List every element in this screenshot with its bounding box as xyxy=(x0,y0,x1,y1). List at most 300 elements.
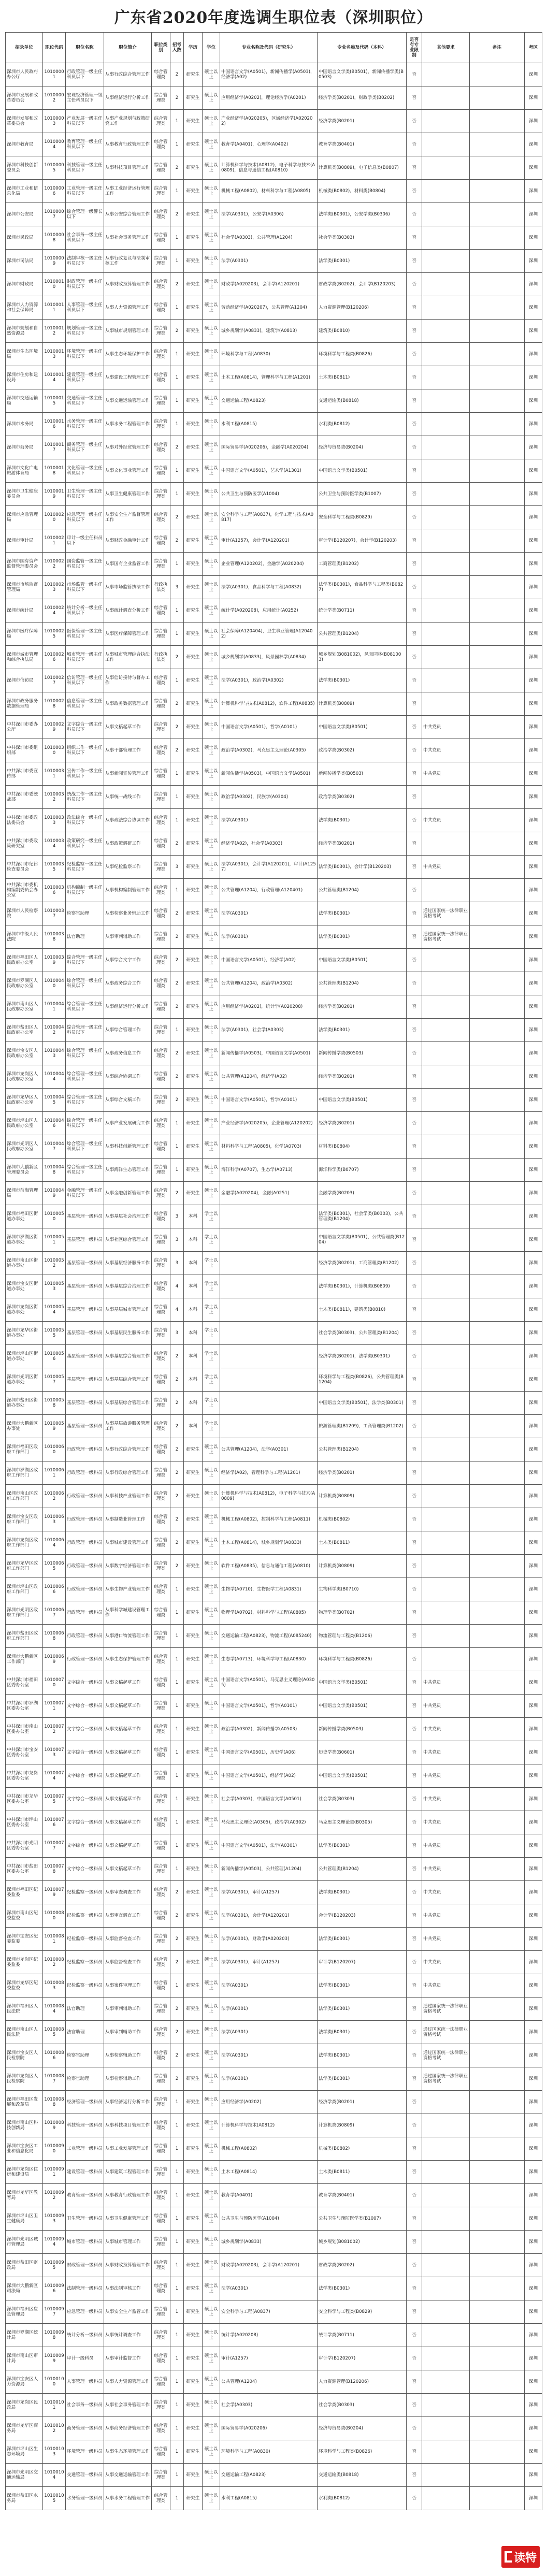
table-cell: 法学(A0301) xyxy=(220,2067,318,2091)
table-cell: 1 xyxy=(170,180,184,203)
table-cell xyxy=(422,1368,470,1392)
table-cell: 硕士以上 xyxy=(203,2324,220,2347)
table-cell: 法官助理 xyxy=(66,925,104,949)
table-cell: 中共党员 xyxy=(422,1811,470,1834)
table-cell: 深圳 xyxy=(525,1998,542,2021)
table-cell: 行政管理一级科员 xyxy=(66,1508,104,1531)
table-cell: 10100050 xyxy=(43,1205,66,1228)
table-cell: 综合管理类 xyxy=(152,320,170,343)
table-cell: 10100100 xyxy=(43,2370,66,2394)
table-cell: 否 xyxy=(407,2207,422,2231)
table-cell: 研究生 xyxy=(184,1485,203,1508)
table-cell: 政法综合一级主任科员以下 xyxy=(66,809,104,832)
table-cell: 基层管理一级科员 xyxy=(66,1205,104,1228)
table-row xyxy=(6,1461,542,1485)
table-cell: 教育管理一级主任科员以下 xyxy=(66,133,104,156)
table-cell: 硕士以上 xyxy=(203,459,220,483)
table-cell xyxy=(422,506,470,529)
table-cell: 经济与贸易类(B0204) xyxy=(318,2417,407,2440)
table-cell: 硕士以上 xyxy=(203,2091,220,2114)
table-cell: 文字综合一级科员 xyxy=(66,1834,104,1858)
table-cell xyxy=(422,879,470,902)
table-row xyxy=(6,902,542,925)
table-cell: 2 xyxy=(170,949,184,972)
table-cell: 综合管理类 xyxy=(152,2184,170,2207)
table-cell: 综合管理类 xyxy=(152,1671,170,1695)
table-cell xyxy=(470,506,525,529)
table-cell: 深圳 xyxy=(525,436,542,459)
table-cell xyxy=(470,2067,525,2091)
table-cell: 综合管理类 xyxy=(152,949,170,972)
table-cell: 研究生 xyxy=(184,1578,203,1601)
table-cell: 从事文稿起草工作 xyxy=(104,1811,152,1834)
table-cell: 公共管理类(B1204) xyxy=(318,1858,407,1881)
table-cell: 行政管理一级科员 xyxy=(66,1625,104,1648)
table-cell: 否 xyxy=(407,343,422,366)
table-cell: 文化管理一级主任科员以下 xyxy=(66,459,104,483)
table-cell: 2 xyxy=(170,692,184,716)
table-cell: 2 xyxy=(170,2044,184,2067)
table-cell: 否 xyxy=(407,576,422,599)
table-cell: 10100046 xyxy=(43,1112,66,1135)
table-cell: 从事案件审理工作 xyxy=(104,1974,152,1998)
table-cell: 硕士以上 xyxy=(203,925,220,949)
table-cell: 否 xyxy=(407,1764,422,1788)
table-cell: 从事文稿起草工作 xyxy=(104,1695,152,1718)
table-cell: 从事统计调查工作 xyxy=(104,2324,152,2347)
table-cell: 法学类(B0301)，会计学(B120203) xyxy=(318,856,407,879)
table-cell: 深圳 xyxy=(525,1228,542,1252)
table-cell xyxy=(422,1531,470,1555)
table-cell: 水利工程(A0815) xyxy=(220,2487,318,2510)
table-row xyxy=(6,273,542,296)
table-cell xyxy=(470,1951,525,1974)
table-cell: 金融学类(B0203) xyxy=(318,1182,407,1205)
table-cell xyxy=(422,2254,470,2277)
table-cell: 综合管理类 xyxy=(152,180,170,203)
table-cell: 从事基层综合管理工作 xyxy=(104,1368,152,1392)
table-cell: 学士以上 xyxy=(203,1275,220,1298)
table-cell: 研究生 xyxy=(184,273,203,296)
table-cell: 中国语言文学类(B0501) xyxy=(318,1695,407,1718)
table-row xyxy=(6,2394,542,2417)
table-cell: 深圳 xyxy=(525,1555,542,1578)
table-cell: 10100081 xyxy=(43,1928,66,1951)
table-cell: 中共党员 xyxy=(422,1904,470,1928)
table-cell: 学士以上 xyxy=(203,1415,220,1438)
table-cell: 深圳市教育局 xyxy=(6,133,43,156)
table-cell: 法学类(B0301) xyxy=(318,809,407,832)
table-cell: 深圳市南山区街道办事处 xyxy=(6,1252,43,1275)
table-cell: 中共党员 xyxy=(422,1881,470,1904)
table-cell: 硕士以上 xyxy=(203,1834,220,1858)
table-cell: 综合管理类 xyxy=(152,1788,170,1811)
table-row xyxy=(6,1625,542,1648)
column-header: 其他要求 xyxy=(422,33,470,63)
table-cell: 研究生 xyxy=(184,226,203,250)
table-cell: 否 xyxy=(407,1065,422,1089)
table-cell: 研究生 xyxy=(184,366,203,389)
table-cell: 综合管理类 xyxy=(152,669,170,692)
table-cell: 否 xyxy=(407,856,422,879)
table-cell: 深圳 xyxy=(525,1392,542,1415)
table-cell: 综合管理类 xyxy=(152,2440,170,2464)
table-cell: 综合管理类 xyxy=(152,1112,170,1135)
table-row xyxy=(6,739,542,762)
table-cell: 财政学(A020203)，会计学(A120201) xyxy=(220,273,318,296)
table-cell xyxy=(422,1438,470,1461)
table-cell: 硕士以上 xyxy=(203,716,220,739)
table-cell: 深圳市政务服务数据管理局 xyxy=(6,692,43,716)
table-cell xyxy=(470,1998,525,2021)
table-row xyxy=(6,226,542,250)
table-cell: 10100035 xyxy=(43,856,66,879)
table-cell: 从事工业发展管理工作 xyxy=(104,2137,152,2161)
table-cell: 从事政务数据管理工作 xyxy=(104,692,152,716)
table-cell: 新闻传播学(A0503)，中国语言文学(A0501) xyxy=(220,1042,318,1065)
table-cell: 10100058 xyxy=(43,1392,66,1415)
table-cell: 综合管理类 xyxy=(152,110,170,133)
table-cell: 法学类(B0301)，食品科学与工程类(B0827) xyxy=(318,576,407,599)
table-cell: 财政管理一级主任科员以下 xyxy=(66,273,104,296)
table-cell: 否 xyxy=(407,1555,422,1578)
table-cell: 深圳 xyxy=(525,1205,542,1228)
table-cell: 深圳 xyxy=(525,623,542,646)
table-row xyxy=(6,250,542,273)
table-cell: 硕士以上 xyxy=(203,2440,220,2464)
table-cell xyxy=(422,599,470,623)
table-cell: 10100077 xyxy=(43,1834,66,1858)
table-cell xyxy=(470,203,525,226)
table-cell: 深圳市发展和改革委员会 xyxy=(6,110,43,133)
table-cell: 深圳市龙华区街道办事处 xyxy=(6,1322,43,1345)
table-cell xyxy=(470,786,525,809)
table-cell: 综合管理类 xyxy=(152,553,170,576)
table-cell: 水务管理一级科员 xyxy=(66,2487,104,2510)
table-cell xyxy=(470,1392,525,1415)
table-cell: 研究生 xyxy=(184,2021,203,2044)
table-cell: 法学(A0301)，审计(A1257) xyxy=(220,1951,318,1974)
table-cell: 中共深圳市南山区委办公室 xyxy=(6,1718,43,1741)
table-row xyxy=(6,646,542,669)
table-cell: 1 xyxy=(170,1019,184,1042)
table-cell: 深圳 xyxy=(525,1834,542,1858)
table-cell: 从事科学城建设管理工作 xyxy=(104,1601,152,1625)
table-cell xyxy=(422,1182,470,1205)
table-cell: 研究生 xyxy=(184,2184,203,2207)
table-cell: 综合管理类 xyxy=(152,1858,170,1881)
table-cell: 研究生 xyxy=(184,716,203,739)
table-cell: 中国语言文学类(B0501) xyxy=(318,949,407,972)
table-cell: 研究生 xyxy=(184,2417,203,2440)
table-cell: 中国语言文学类(B0501) xyxy=(318,1089,407,1112)
table-cell: 深圳 xyxy=(525,1741,542,1764)
table-cell: 从事监督检查工作 xyxy=(104,1928,152,1951)
table-cell: 10100039 xyxy=(43,949,66,972)
table-cell: 研究生 xyxy=(184,949,203,972)
table-cell xyxy=(422,786,470,809)
table-cell: 10100068 xyxy=(43,1625,66,1648)
table-cell: 综合管理类 xyxy=(152,296,170,320)
table-cell: 从事经济运行分析工作 xyxy=(104,2091,152,2114)
table-cell: 10100021 xyxy=(43,529,66,553)
table-cell: 综合管理类 xyxy=(152,1695,170,1718)
table-cell: 城乡规划学(A0833) xyxy=(220,2231,318,2254)
table-cell: 行政执法类 xyxy=(152,646,170,669)
table-cell: 综合管理类 xyxy=(152,226,170,250)
table-cell: 硕士以上 xyxy=(203,320,220,343)
table-cell: 硕士以上 xyxy=(203,2137,220,2161)
table-cell: 深圳 xyxy=(525,692,542,716)
table-cell: 深圳 xyxy=(525,86,542,110)
table-cell: 经济学类(B0201)，财政学类(B0202) xyxy=(318,86,407,110)
table-cell: 深圳市大鹏新区办事处 xyxy=(6,1415,43,1438)
table-cell: 研究生 xyxy=(184,669,203,692)
table-cell: 从事水务工程管理工作 xyxy=(104,413,152,436)
table-cell: 深圳 xyxy=(525,646,542,669)
table-cell xyxy=(470,389,525,413)
table-cell: 研究生 xyxy=(184,832,203,856)
table-cell: 环境科学与工程类(B0826) xyxy=(318,343,407,366)
table-cell: 否 xyxy=(407,413,422,436)
table-cell xyxy=(220,1252,318,1275)
table-cell: 信息管理一级主任科员以下 xyxy=(66,692,104,716)
table-cell: 环境科学与工程类(B0826) xyxy=(318,2440,407,2464)
table-cell xyxy=(422,995,470,1019)
table-cell: 硕士以上 xyxy=(203,203,220,226)
table-cell: 本科 xyxy=(184,1205,203,1228)
table-cell: 深圳市财政局 xyxy=(6,273,43,296)
table-row xyxy=(6,320,542,343)
table-cell: 10100033 xyxy=(43,809,66,832)
table-cell: 研究生 xyxy=(184,1904,203,1928)
table-cell: 从事基层综合管理工作 xyxy=(104,1345,152,1368)
table-cell xyxy=(470,949,525,972)
table-cell: 中共党员 xyxy=(422,856,470,879)
table-cell: 综合管理类 xyxy=(152,1834,170,1858)
table-cell: 研究生 xyxy=(184,1461,203,1485)
table-cell: 1 xyxy=(170,343,184,366)
table-cell: 综合管理类 xyxy=(152,1974,170,1998)
table-cell: 人事管理一级科员 xyxy=(66,2370,104,2394)
table-cell: 1 xyxy=(170,762,184,786)
table-cell: 从事教育行政管理工作 xyxy=(104,2184,152,2207)
table-cell: 1 xyxy=(170,1695,184,1718)
table-cell: 统计学类(B0711) xyxy=(318,2324,407,2347)
table-cell: 否 xyxy=(407,1648,422,1671)
table-cell: 综合管理类 xyxy=(152,1531,170,1555)
table-cell: 综合管理类 xyxy=(152,366,170,389)
table-cell: 法学(A0301)，公安学(A0306) xyxy=(220,203,318,226)
table-cell: 环境科学与工程类(B0826)，公共管理类(B1204) xyxy=(318,1368,407,1392)
table-cell xyxy=(220,1392,318,1415)
table-row xyxy=(6,180,542,203)
table-cell: 从事社会事务管理工作 xyxy=(104,226,152,250)
table-cell: 否 xyxy=(407,110,422,133)
table-row xyxy=(6,1438,542,1461)
table-cell: 计算机科学与技术(A0812)，电子科学与技术(A0809) xyxy=(220,1485,318,1508)
table-cell: 从事综合文稿工作 xyxy=(104,1089,152,1112)
table-row xyxy=(6,1228,542,1252)
table-cell: 否 xyxy=(407,1205,422,1228)
table-cell: 10100041 xyxy=(43,995,66,1019)
table-cell: 综合管理类 xyxy=(152,1345,170,1368)
table-cell: 10100049 xyxy=(43,1182,66,1205)
table-cell: 卫生管理一级主任科员以下 xyxy=(66,483,104,506)
table-cell: 综合管理类 xyxy=(152,925,170,949)
table-cell: 深圳 xyxy=(525,459,542,483)
table-cell: 水利工程(A0815) xyxy=(220,413,318,436)
table-cell xyxy=(220,1205,318,1228)
table-cell: 10100102 xyxy=(43,2417,66,2440)
table-row xyxy=(6,1042,542,1065)
table-cell: 硕士以上 xyxy=(203,86,220,110)
table-cell: 通过国家统一法律职业资格考试 xyxy=(422,2044,470,2067)
table-row xyxy=(6,86,542,110)
table-cell: 否 xyxy=(407,1461,422,1485)
table-cell: 法学(A0301) xyxy=(220,925,318,949)
table-cell: 从事统计调查分析工作 xyxy=(104,599,152,623)
table-cell: 医保管理一级主任科员以下 xyxy=(66,623,104,646)
table-cell xyxy=(422,2300,470,2324)
table-cell: 深圳 xyxy=(525,762,542,786)
table-cell: 中共深圳市委政策研究室 xyxy=(6,832,43,856)
table-cell: 10100057 xyxy=(43,1368,66,1392)
table-cell xyxy=(470,436,525,459)
table-cell: 中共党员 xyxy=(422,1858,470,1881)
table-cell: 深圳 xyxy=(525,1695,542,1718)
table-cell: 安全科学与工程(A0837) xyxy=(220,2300,318,2324)
table-cell: 深圳 xyxy=(525,1974,542,1998)
table-cell: 研究生 xyxy=(184,739,203,762)
table-cell: 从事生物产业管理工作 xyxy=(104,1578,152,1601)
table-cell: 1 xyxy=(170,1858,184,1881)
table-cell: 安全科学与工程类(B0829) xyxy=(318,2300,407,2324)
table-row xyxy=(6,483,542,506)
table-cell: 本科 xyxy=(184,1298,203,1322)
table-cell: 否 xyxy=(407,809,422,832)
table-cell: 法学类(B0301) xyxy=(318,1974,407,1998)
table-row xyxy=(6,1112,542,1135)
table-cell: 否 xyxy=(407,1298,422,1322)
table-cell: 工业管理一级主任科员以下 xyxy=(66,180,104,203)
table-cell: 从事审判辅助工作 xyxy=(104,925,152,949)
column-header: 学历 xyxy=(184,33,203,63)
table-cell: 否 xyxy=(407,1718,422,1741)
table-cell: 10100029 xyxy=(43,716,66,739)
table-cell: 行政管理一级主任科员以下 xyxy=(66,63,104,86)
table-cell: 建设管理一级主任科员以下 xyxy=(66,366,104,389)
table-cell xyxy=(470,1764,525,1788)
table-cell: 研究生 xyxy=(184,436,203,459)
table-cell: 从事政策调研工作 xyxy=(104,832,152,856)
table-cell xyxy=(422,646,470,669)
table-cell: 基层管理一级科员 xyxy=(66,1228,104,1252)
table-row xyxy=(6,2440,542,2464)
table-cell: 10100012 xyxy=(43,320,66,343)
table-cell: 交通运输工程(A0823) xyxy=(220,2464,318,2487)
logo-mark-icon xyxy=(505,2551,512,2563)
table-cell: 基层管理一级科员 xyxy=(66,1368,104,1392)
table-cell: 2 xyxy=(170,1904,184,1928)
table-cell: 从事监督检查工作 xyxy=(104,1951,152,1974)
table-cell xyxy=(422,2487,470,2510)
table-cell: 2 xyxy=(170,1998,184,2021)
table-cell: 社会学类(B0303) xyxy=(318,226,407,250)
table-cell: 深圳 xyxy=(525,156,542,180)
table-cell: 从事政务综合工作 xyxy=(104,972,152,995)
table-cell: 从事人力资源管理工作 xyxy=(104,2370,152,2394)
table-cell: 否 xyxy=(407,2137,422,2161)
table-cell: 工商管理类(B1202) xyxy=(318,553,407,576)
table-cell: 商务管理一级主任科员以下 xyxy=(66,436,104,459)
table-cell: 综合管理类 xyxy=(152,1205,170,1228)
table-row xyxy=(6,2137,542,2161)
table-cell: 否 xyxy=(407,2021,422,2044)
table-cell: 本科 xyxy=(184,1392,203,1415)
table-cell: 2 xyxy=(170,506,184,529)
table-cell: 文字综合一级主任科员以下 xyxy=(66,716,104,739)
table-cell: 检察官助理 xyxy=(66,2044,104,2067)
table-cell: 10100011 xyxy=(43,296,66,320)
table-cell: 10100051 xyxy=(43,1228,66,1252)
table-cell xyxy=(470,716,525,739)
table-row xyxy=(6,1368,542,1392)
table-cell: 法学类(B0301) xyxy=(318,1019,407,1042)
table-cell: 经济学类(B0201) xyxy=(318,1461,407,1485)
table-cell: 2 xyxy=(170,273,184,296)
table-row xyxy=(6,1951,542,1974)
table-cell: 科技管理一级科员 xyxy=(66,2114,104,2137)
table-cell: 否 xyxy=(407,599,422,623)
table-cell xyxy=(470,2091,525,2114)
table-row xyxy=(6,1648,542,1671)
table-cell: 3 xyxy=(170,1252,184,1275)
table-cell: 否 xyxy=(407,1112,422,1135)
table-cell xyxy=(422,250,470,273)
table-cell: 从事科技创新管理工作 xyxy=(104,1135,152,1159)
table-cell xyxy=(470,2324,525,2347)
table-cell: 1 xyxy=(170,226,184,250)
table-cell: 检察官助理 xyxy=(66,2067,104,2091)
table-cell xyxy=(422,1205,470,1228)
table-cell: 深圳 xyxy=(525,1345,542,1368)
table-cell: 研究生 xyxy=(184,995,203,1019)
table-cell xyxy=(220,1415,318,1438)
table-cell: 硕士以上 xyxy=(203,856,220,879)
table-cell: 计算机科学与技术(A0812) xyxy=(220,2114,318,2137)
table-cell: 综合管理一级主任科员以下 xyxy=(66,1112,104,1135)
table-row xyxy=(6,1508,542,1531)
table-cell: 硕士以上 xyxy=(203,1601,220,1625)
column-header: 考区 xyxy=(525,33,542,63)
table-row xyxy=(6,1578,542,1601)
table-cell: 法学(A0301) xyxy=(220,1998,318,2021)
table-cell: 法学(A0301) xyxy=(220,250,318,273)
table-cell: 研究生 xyxy=(184,762,203,786)
table-cell: 公共管理(A1204)，经济学(A02) xyxy=(220,1065,318,1089)
table-cell xyxy=(422,156,470,180)
table-cell: 学士以上 xyxy=(203,1345,220,1368)
table-cell: 深圳 xyxy=(525,1951,542,1974)
table-cell xyxy=(422,1415,470,1438)
table-cell xyxy=(470,110,525,133)
table-cell: 综合管理类 xyxy=(152,2394,170,2417)
table-cell: 否 xyxy=(407,1159,422,1182)
table-cell xyxy=(422,1578,470,1601)
table-cell: 中共深圳市宝安区委办公室 xyxy=(6,1741,43,1764)
table-cell: 从事国有企业监管工作 xyxy=(104,553,152,576)
